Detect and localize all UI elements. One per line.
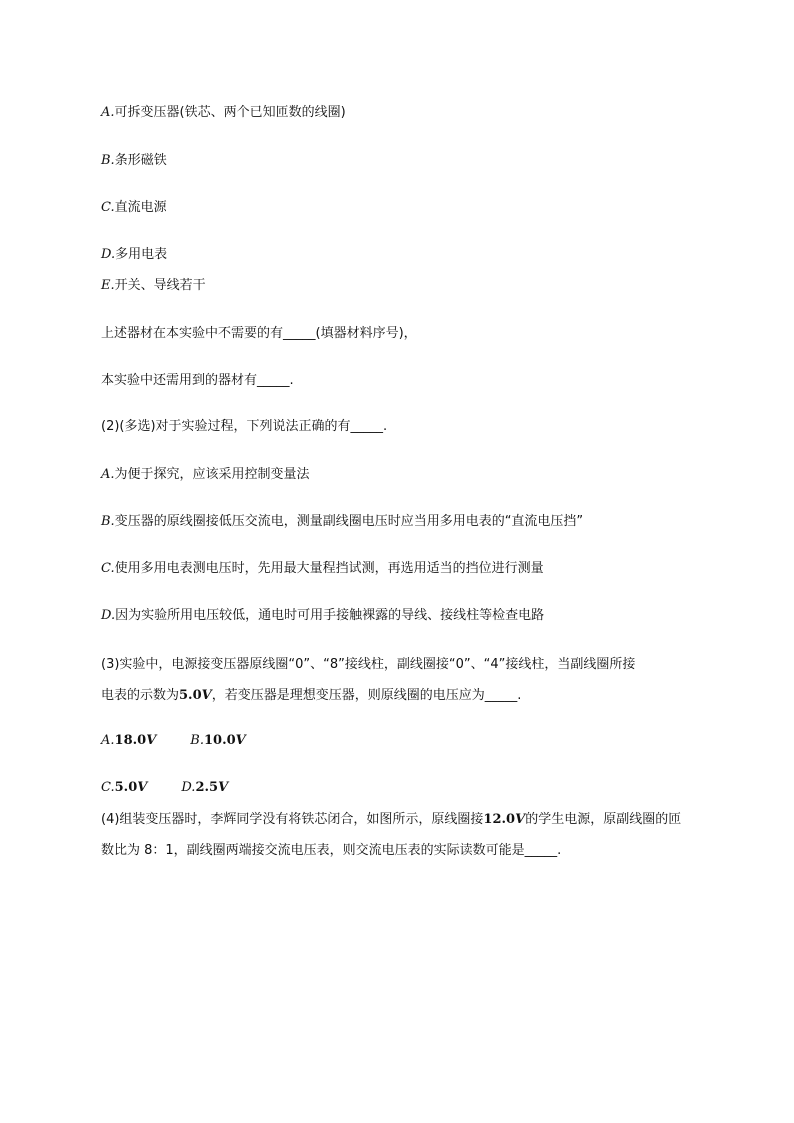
q3-options-row1	[101, 732, 246, 750]
q2-option-a-letter: A.	[101, 467, 115, 482]
q4-line1-unit: V	[515, 812, 526, 827]
q2-option-b	[101, 513, 583, 531]
q1-option-e-letter: E.	[101, 278, 115, 293]
q2-option-c-text: 使用多用电表测电压时，先用最大量程挡试测，再选用适当的挡位进行测量	[114, 561, 544, 576]
q4-line1-pre: (4)组装变压器时，李辉同学没有将铁芯闭合，如图所示，原线圈接	[101, 812, 484, 827]
q3-option-c-value: 5.0	[114, 780, 138, 795]
q1-question-unneeded: 上述器材在本实验中不需要的有_____(填器材料序号)，	[101, 326, 417, 341]
q4-stem-line1	[101, 811, 681, 829]
q2-option-c	[101, 560, 544, 578]
q2-option-c-letter: C.	[101, 561, 115, 576]
q1-option-d-text: 多用电表	[115, 247, 168, 262]
q3-option-a-value: 18.0	[114, 733, 147, 748]
q2-option-a-text: 为便于探究，应该采用控制变量法	[114, 467, 310, 482]
q3-stem-line2	[101, 687, 521, 705]
q3-option-c-unit: V	[137, 780, 148, 795]
q2-option-d-text: 因为实验所用电压较低，通电时可用手接触裸露的导线、接线柱等检查电路	[115, 608, 545, 623]
q3-option-a-letter: A.	[101, 733, 115, 748]
q3-stem-line1: (3)实验中，电源接变压器原线圈“0”、“8”接线柱，副线圈接“0”、“4”接线柱，当副线圈所接	[101, 657, 636, 672]
q4-stem-line2: 数比为 8：1，副线圈两端接交流电压表，则交流电压表的实际读数可能是_____.	[101, 843, 562, 858]
q1-option-a	[101, 104, 346, 122]
q2-option-b-letter: B.	[101, 514, 115, 529]
q3-stem-line2-pre: 电表的示数为	[101, 688, 180, 703]
q3-option-b-unit: V	[235, 733, 246, 748]
q3-option-b-value: 10.0	[203, 733, 236, 748]
q1-question-additional: 本实验中还需用到的器材有_____.	[101, 373, 294, 388]
q3-option-d-unit: V	[218, 780, 229, 795]
q3-stem-value: 5.0	[179, 688, 202, 703]
q1-option-b-text: 条形磁铁	[114, 153, 167, 168]
q1-option-b-letter: B.	[101, 153, 115, 168]
q3-option-d-value: 2.5	[195, 780, 219, 795]
q3-option-a-unit: V	[146, 733, 157, 748]
q2-stem: (2)(多选)对于实验过程，下列说法正确的有_____.	[101, 419, 388, 434]
q2-option-b-text: 变压器的原线圈接低压交流电，测量副线圈电压时应当用多用电表的“直流电压挡”	[114, 514, 584, 529]
q2-option-d	[101, 607, 544, 625]
q1-option-a-letter: A.	[101, 105, 115, 120]
q3-stem-unit: V	[201, 688, 212, 703]
q4-line1-post: 的学生电源，原副线圈的匝	[525, 812, 682, 827]
q1-option-c-text: 直流电源	[114, 200, 167, 215]
q1-option-c-letter: C.	[101, 200, 115, 215]
q2-option-a	[101, 466, 310, 484]
q1-option-d-letter: D.	[101, 247, 116, 262]
q3-options-row2	[101, 779, 228, 797]
q2-option-d-letter: D.	[101, 608, 116, 623]
q1-option-e-text: 开关、导线若干	[114, 278, 206, 293]
q3-option-c-letter: C.	[101, 780, 115, 795]
q3-option-b-letter: B.	[190, 733, 204, 748]
q3-stem-line2-post: ，若变压器是理想变压器，则原线圈的电压应为_____.	[211, 688, 522, 703]
q1-option-e	[101, 277, 206, 295]
q1-option-d	[101, 246, 167, 264]
q1-option-a-text: 可拆变压器(铁芯、两个已知匝数的线圈)	[114, 105, 346, 120]
q1-option-b	[101, 152, 167, 170]
q4-line1-value: 12.0	[483, 812, 516, 827]
q3-option-d-letter: D.	[181, 780, 196, 795]
q1-option-c	[101, 199, 167, 217]
